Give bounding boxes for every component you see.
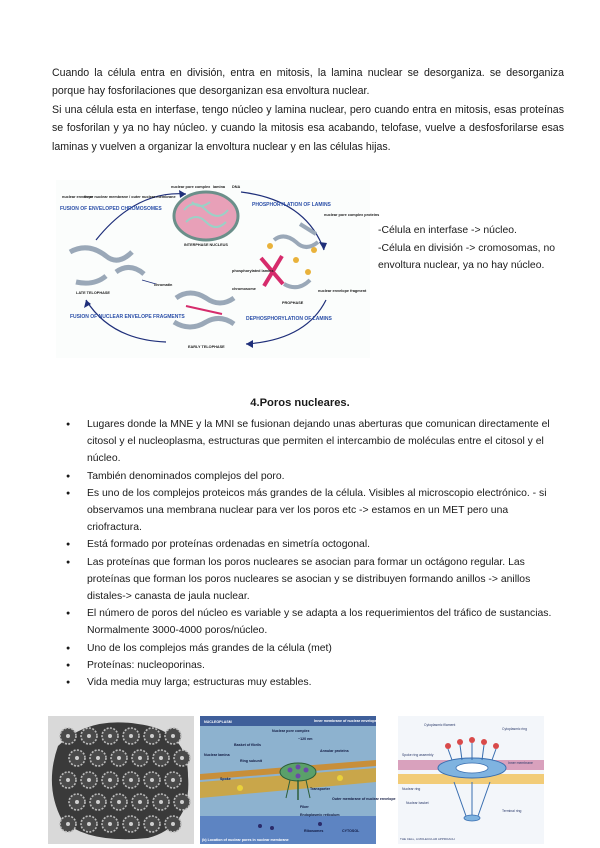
label-phosphorylated-lamins: phosphorylated lamins — [232, 269, 274, 273]
label-nuclear-pore-complex: Nuclear pore complex — [272, 729, 310, 733]
label-spoke-ring: Spoke ring assembly — [402, 753, 434, 757]
label-nuclear-pore-complex: nuclear pore complex — [171, 185, 211, 189]
nuclear-envelope-cycle-figure — [56, 180, 380, 358]
pore-center — [87, 734, 91, 738]
pore-center — [108, 822, 112, 826]
label-terminal-ring: Terminal ring — [502, 809, 522, 813]
pore-center — [171, 822, 175, 826]
label-late-telophase: LATE TELOPHASE — [76, 291, 110, 295]
intro-paragraph-1: Cuando la célula entra en división, entra en mitosis, la lamina nuclear se desorganiza. se desorganiza porque hay fosforilaciones que desorganizan esa envoltura nuclear. — [52, 67, 564, 98]
drawing-credit: THE CELL, A MOLECULAR APPROACH — [400, 837, 455, 841]
nuclear-pores-bullet-list — [66, 416, 564, 691]
label-fusion-fragments: FUSION OF NUCLEAR ENVELOPE FRAGMENTS — [70, 314, 185, 320]
pore-center — [159, 800, 163, 804]
pore-center — [66, 734, 70, 738]
list-item: ● Vida media muy larga; estructuras muy estables. — [66, 674, 564, 691]
pore-location-illustration — [200, 716, 396, 844]
pore-center — [150, 778, 154, 782]
pore-center — [108, 778, 112, 782]
pore-center — [75, 800, 79, 804]
list-item: ● El número de poros del núcleo es variable y se adapta a los requerimientos del tráfico de sustancias. Normalmente 3000-4000 poros/núcleo. — [66, 605, 564, 639]
side-note-interphase: -Célula en interfase -> núcleo. — [378, 225, 517, 236]
label-cytosol: CYTOSOL — [342, 829, 360, 833]
label-ring-subunit: Ring subunit — [240, 759, 262, 763]
pore-center — [171, 734, 175, 738]
label-nuclear-ring: Nuclear ring — [402, 787, 421, 791]
pore-center — [159, 756, 163, 760]
label-early-telophase: EARLY TELOPHASE — [188, 345, 225, 349]
pore-center — [66, 778, 70, 782]
list-item: ● Es uno de los complejos proteicos más grandes de la célula. Visibles al microscopio electrónico. - si observamos una membrana nuclear para ver los poros etc -> estamos en un MET pero una criofractura. — [66, 485, 564, 537]
pore-center — [138, 800, 142, 804]
intro-paragraph-2: Si una célula esta en interfase, tengo núcleo y lamina nuclear, pero cuando entra en mitosis, esas proteínas se fosforilan y ya no hay núcleo. y cuando la mitosis esa acabando, telofase, vuelve a desfosforilarse esas laminas y vuelven a organizar la envoltura nuclear y en las células hijas. — [52, 103, 564, 153]
label-nuclear-lamina: Nuclear lamina — [204, 753, 230, 757]
intro-text — [52, 64, 564, 156]
label-chromosome: chromosome — [232, 287, 256, 291]
label-lamina: lamina — [213, 185, 226, 189]
section-title: 4.Poros nucleares. — [250, 397, 350, 409]
label-nuclear-basket: Nuclear basket — [406, 801, 429, 805]
label-size: ~120 nm — [298, 737, 313, 741]
label-ribosomes: Ribosomes — [304, 829, 324, 833]
electron-micrograph-pores — [48, 716, 194, 844]
label-cytoplasmic-ring: Cytoplasmic ring — [502, 727, 528, 731]
label-nuclear-envelope-fragment: nuclear envelope fragment — [318, 289, 367, 293]
pore-center — [108, 734, 112, 738]
label-inner-membrane: Inner membrane of nuclear envelope — [314, 719, 377, 723]
label-inner-outer-membrane: inner nuclear membrane / outer nuclear membrane — [84, 195, 176, 199]
side-notes — [378, 222, 568, 275]
pore-center — [129, 822, 133, 826]
pore-center — [87, 778, 91, 782]
label-fiber: Fiber — [300, 805, 309, 809]
label-inner-membrane: Inner membrane — [508, 761, 533, 765]
pore-structure-illustration — [398, 716, 544, 844]
label-dna: DNA — [232, 185, 241, 189]
label-chromatin: chromatin — [154, 283, 173, 287]
diagram-caption: (b) Location of nuclear pores in nuclear membrane — [202, 838, 289, 842]
pore-center — [96, 800, 100, 804]
label-spoke: Spoke — [220, 777, 231, 781]
nuclear-pore-location-diagram — [200, 716, 396, 844]
label-dephosphorylation: DEPHOSPHORYLATION OF LAMINS — [246, 316, 332, 322]
pore-center — [180, 756, 184, 760]
pore-center — [138, 756, 142, 760]
label-prophase: PROPHASE — [282, 301, 304, 305]
pore-center — [117, 800, 121, 804]
pore-center — [150, 734, 154, 738]
label-annular-proteins: Annular proteins — [320, 749, 349, 753]
list-item: ● Las proteínas que forman los poros nucleares se asocian para formar un octágono regular. Las proteínas que forman los poros nucleares se asocian y se distribuyen formando anillos -> anillos distales-> canasta de jaula nuclear. — [66, 554, 564, 606]
label-nuclear-envelope: nuclear envelope — [62, 195, 94, 199]
pore-center — [96, 756, 100, 760]
pore-center — [150, 822, 154, 826]
pore-center — [75, 756, 79, 760]
cycle-illustration — [56, 180, 380, 358]
list-item: ● Uno de los complejos más grandes de la célula (met) — [66, 640, 564, 657]
interphase-nucleus-shape — [174, 192, 238, 240]
label-basket: Basket of fibrils — [234, 743, 261, 747]
pore-center — [180, 800, 184, 804]
nuclear-pore-structure-drawing — [398, 716, 544, 844]
pore-center — [171, 778, 175, 782]
pore-center — [129, 778, 133, 782]
label-phosphorylation: PHOSPHORYLATION OF LAMINS — [252, 202, 331, 208]
label-nucleoplasm: NUCLEOPLASM — [204, 720, 232, 724]
label-fusion-enveloped: FUSION OF ENVELOPED CHROMOSOMES — [60, 206, 162, 212]
list-item: ● Está formado por proteínas ordenadas en simetría octogonal. — [66, 536, 564, 553]
list-item: ● Lugares donde la MNE y la MNI se fusionan dejando unas aberturas que comunican directamente el citosol y el nucleoplasma, estructuras que permiten el intercambio de moléculas entre el citosol y el núcleo. — [66, 416, 564, 468]
side-note-division: -Célula en división -> cromosomas, no envoltura nuclear, ya no hay núcleo. — [378, 242, 556, 272]
pore-center — [129, 734, 133, 738]
pore-center — [87, 822, 91, 826]
pore-center — [117, 756, 121, 760]
label-nuclear-pore-proteins: nuclear pore complex proteins — [324, 213, 380, 217]
label-outer-membrane: Outer membrane of nuclear envelope — [332, 797, 396, 801]
pore-center — [66, 822, 70, 826]
label-transporter: Transporter — [310, 787, 330, 791]
label-er: Endoplasmic reticulum — [300, 813, 340, 817]
list-item: ● Proteínas: nucleoporinas. — [66, 657, 564, 674]
label-interphase-nucleus: INTERPHASE NUCLEUS — [184, 243, 228, 247]
micrograph-image — [48, 716, 194, 844]
list-item: ● También denominados complejos del poro. — [66, 468, 564, 485]
label-cytoplasmic-filament: Cytoplasmic filament — [424, 723, 456, 727]
